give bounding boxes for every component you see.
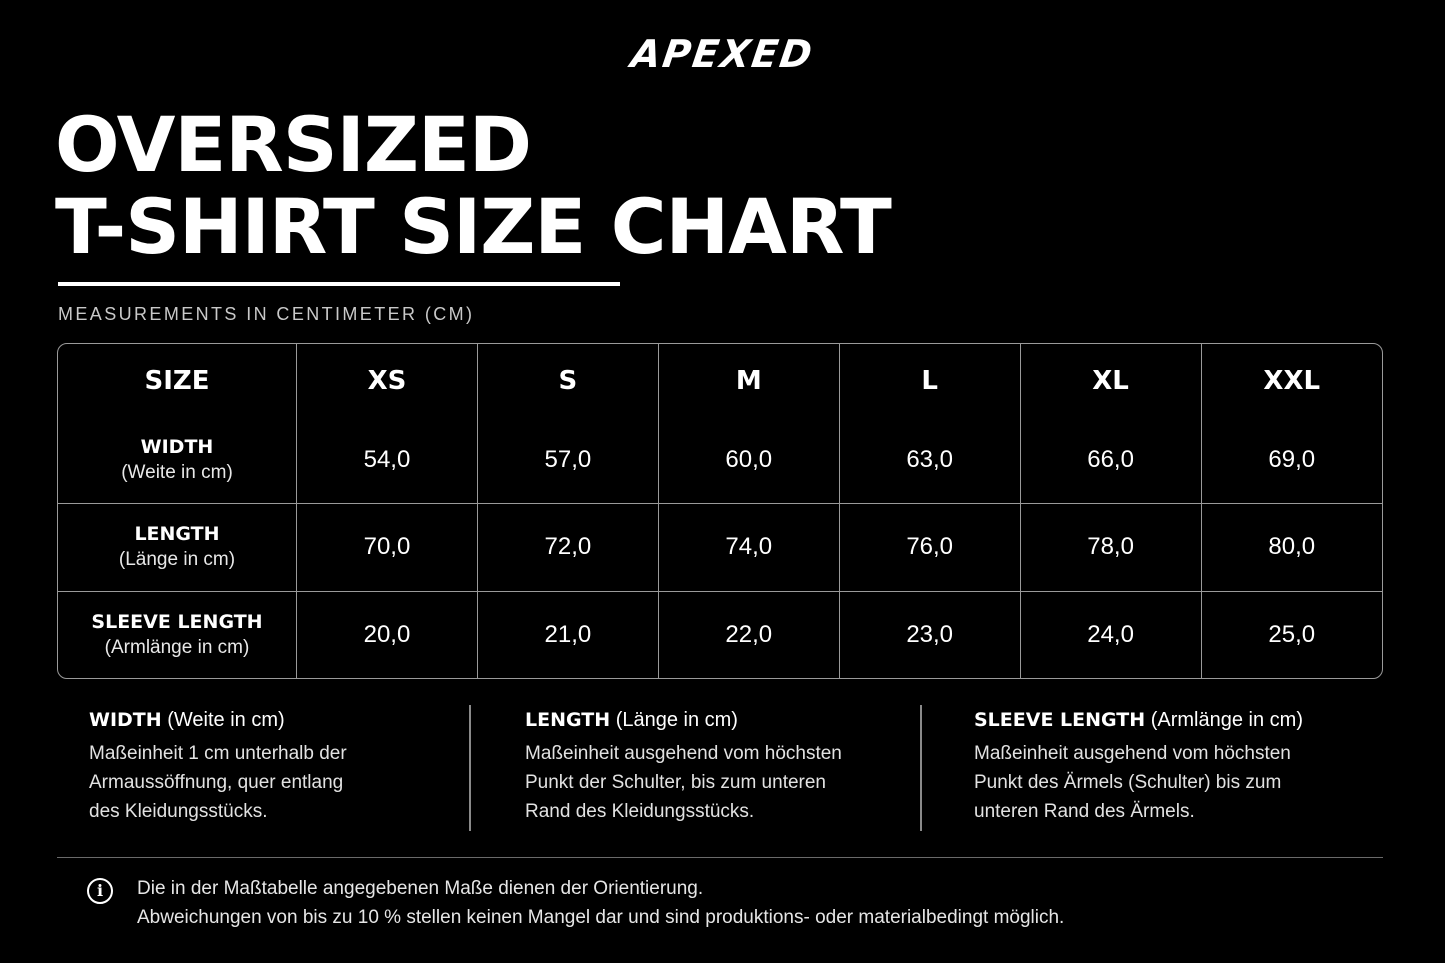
size-header-s: S [477, 344, 658, 417]
page-subtitle: MEASUREMENTS IN CENTIMETER (CM) [58, 304, 475, 324]
table-cell: 57,0 [477, 417, 658, 504]
row-label-width [58, 417, 297, 504]
row-label: LENGTH [134, 523, 220, 546]
note-divider [469, 705, 471, 831]
table-cell: 23,0 [839, 591, 1020, 678]
row-sublabel: (Weite in cm) [121, 462, 233, 484]
table-cell: 78,0 [1020, 504, 1201, 592]
brand-logo: APEXED [628, 32, 817, 76]
size-column-header: SIZE [58, 344, 297, 417]
table-cell: 74,0 [658, 504, 839, 592]
table-cell: 72,0 [477, 504, 658, 592]
title-underline [58, 282, 620, 286]
table-cell: 76,0 [839, 504, 1020, 592]
size-header-l: L [839, 344, 1020, 417]
size-header-xxl: XXL [1263, 365, 1321, 396]
table-cell: 20,0 [297, 591, 478, 678]
size-header-m: M [658, 344, 839, 417]
size-header-xs: XS [297, 344, 478, 417]
note-sleeve-length [974, 705, 1379, 826]
table-header-row [58, 344, 1382, 417]
note-text: Maßeinheit ausgehend vom höchsten Punkt des Ärmels (Schulter) bis zum unteren Rand des Ärmels. [974, 743, 1291, 822]
row-label: WIDTH [140, 436, 214, 459]
table-cell: 69,0 [1201, 417, 1382, 504]
page-title-line1: OVERSIZED [55, 100, 531, 189]
note-subtitle: (Weite in cm) [167, 709, 285, 731]
note-heading [89, 705, 459, 735]
table-row [58, 417, 1382, 504]
table-row [58, 591, 1382, 678]
note-heading [525, 705, 925, 735]
size-header-xl: XL [1020, 344, 1201, 417]
table-row [58, 504, 1382, 592]
row-sublabel: (Armlänge in cm) [104, 636, 250, 658]
note-width [89, 705, 459, 826]
disclaimer-line1: Die in der Maßtabelle angegebenen Maße dienen der Orientierung. [137, 878, 704, 899]
disclaimer [137, 874, 1064, 932]
note-heading [974, 705, 1379, 735]
table-cell: 25,0 [1268, 620, 1316, 648]
row-sublabel: (Länge in cm) [118, 549, 236, 571]
measurement-notes [57, 705, 1383, 833]
table-cell: 70,0 [297, 504, 478, 592]
table-cell: 24,0 [1020, 591, 1201, 678]
page-title-line2: T-SHIRT SIZE CHART [55, 182, 891, 271]
note-subtitle: (Armlänge in cm) [1150, 709, 1303, 731]
note-title: LENGTH [525, 709, 611, 731]
footer-divider [57, 857, 1383, 858]
row-label-length [58, 504, 297, 592]
note-title: WIDTH [89, 709, 162, 731]
page-title [55, 100, 891, 271]
table-cell: 63,0 [839, 417, 1020, 504]
note-length [525, 705, 925, 826]
disclaimer-line2: Abweichungen von bis zu 10 % stellen keinen Mangel dar und sind produktions- oder materialbedingt möglich. [137, 907, 1065, 928]
row-label-sleeve-length [58, 591, 297, 678]
note-title: SLEEVE LENGTH [974, 709, 1146, 731]
table-cell: 21,0 [477, 591, 658, 678]
note-text: Maßeinheit 1 cm unterhalb der Armaussöffnung, quer entlang des Kleidungsstücks. [89, 743, 347, 822]
table-cell: 66,0 [1020, 417, 1201, 504]
row-label: SLEEVE LENGTH [91, 610, 263, 633]
note-divider [920, 705, 922, 831]
table-cell: 22,0 [658, 591, 839, 678]
size-table [57, 343, 1383, 679]
note-text: Maßeinheit ausgehend vom höchsten Punkt der Schulter, bis zum unteren Rand des Kleidungsstücks. [525, 743, 842, 822]
note-subtitle: (Länge in cm) [615, 709, 738, 731]
table-cell: 54,0 [297, 417, 478, 504]
info-icon: i [87, 878, 113, 904]
table-cell: 60,0 [658, 417, 839, 504]
table-cell: 80,0 [1201, 504, 1382, 592]
